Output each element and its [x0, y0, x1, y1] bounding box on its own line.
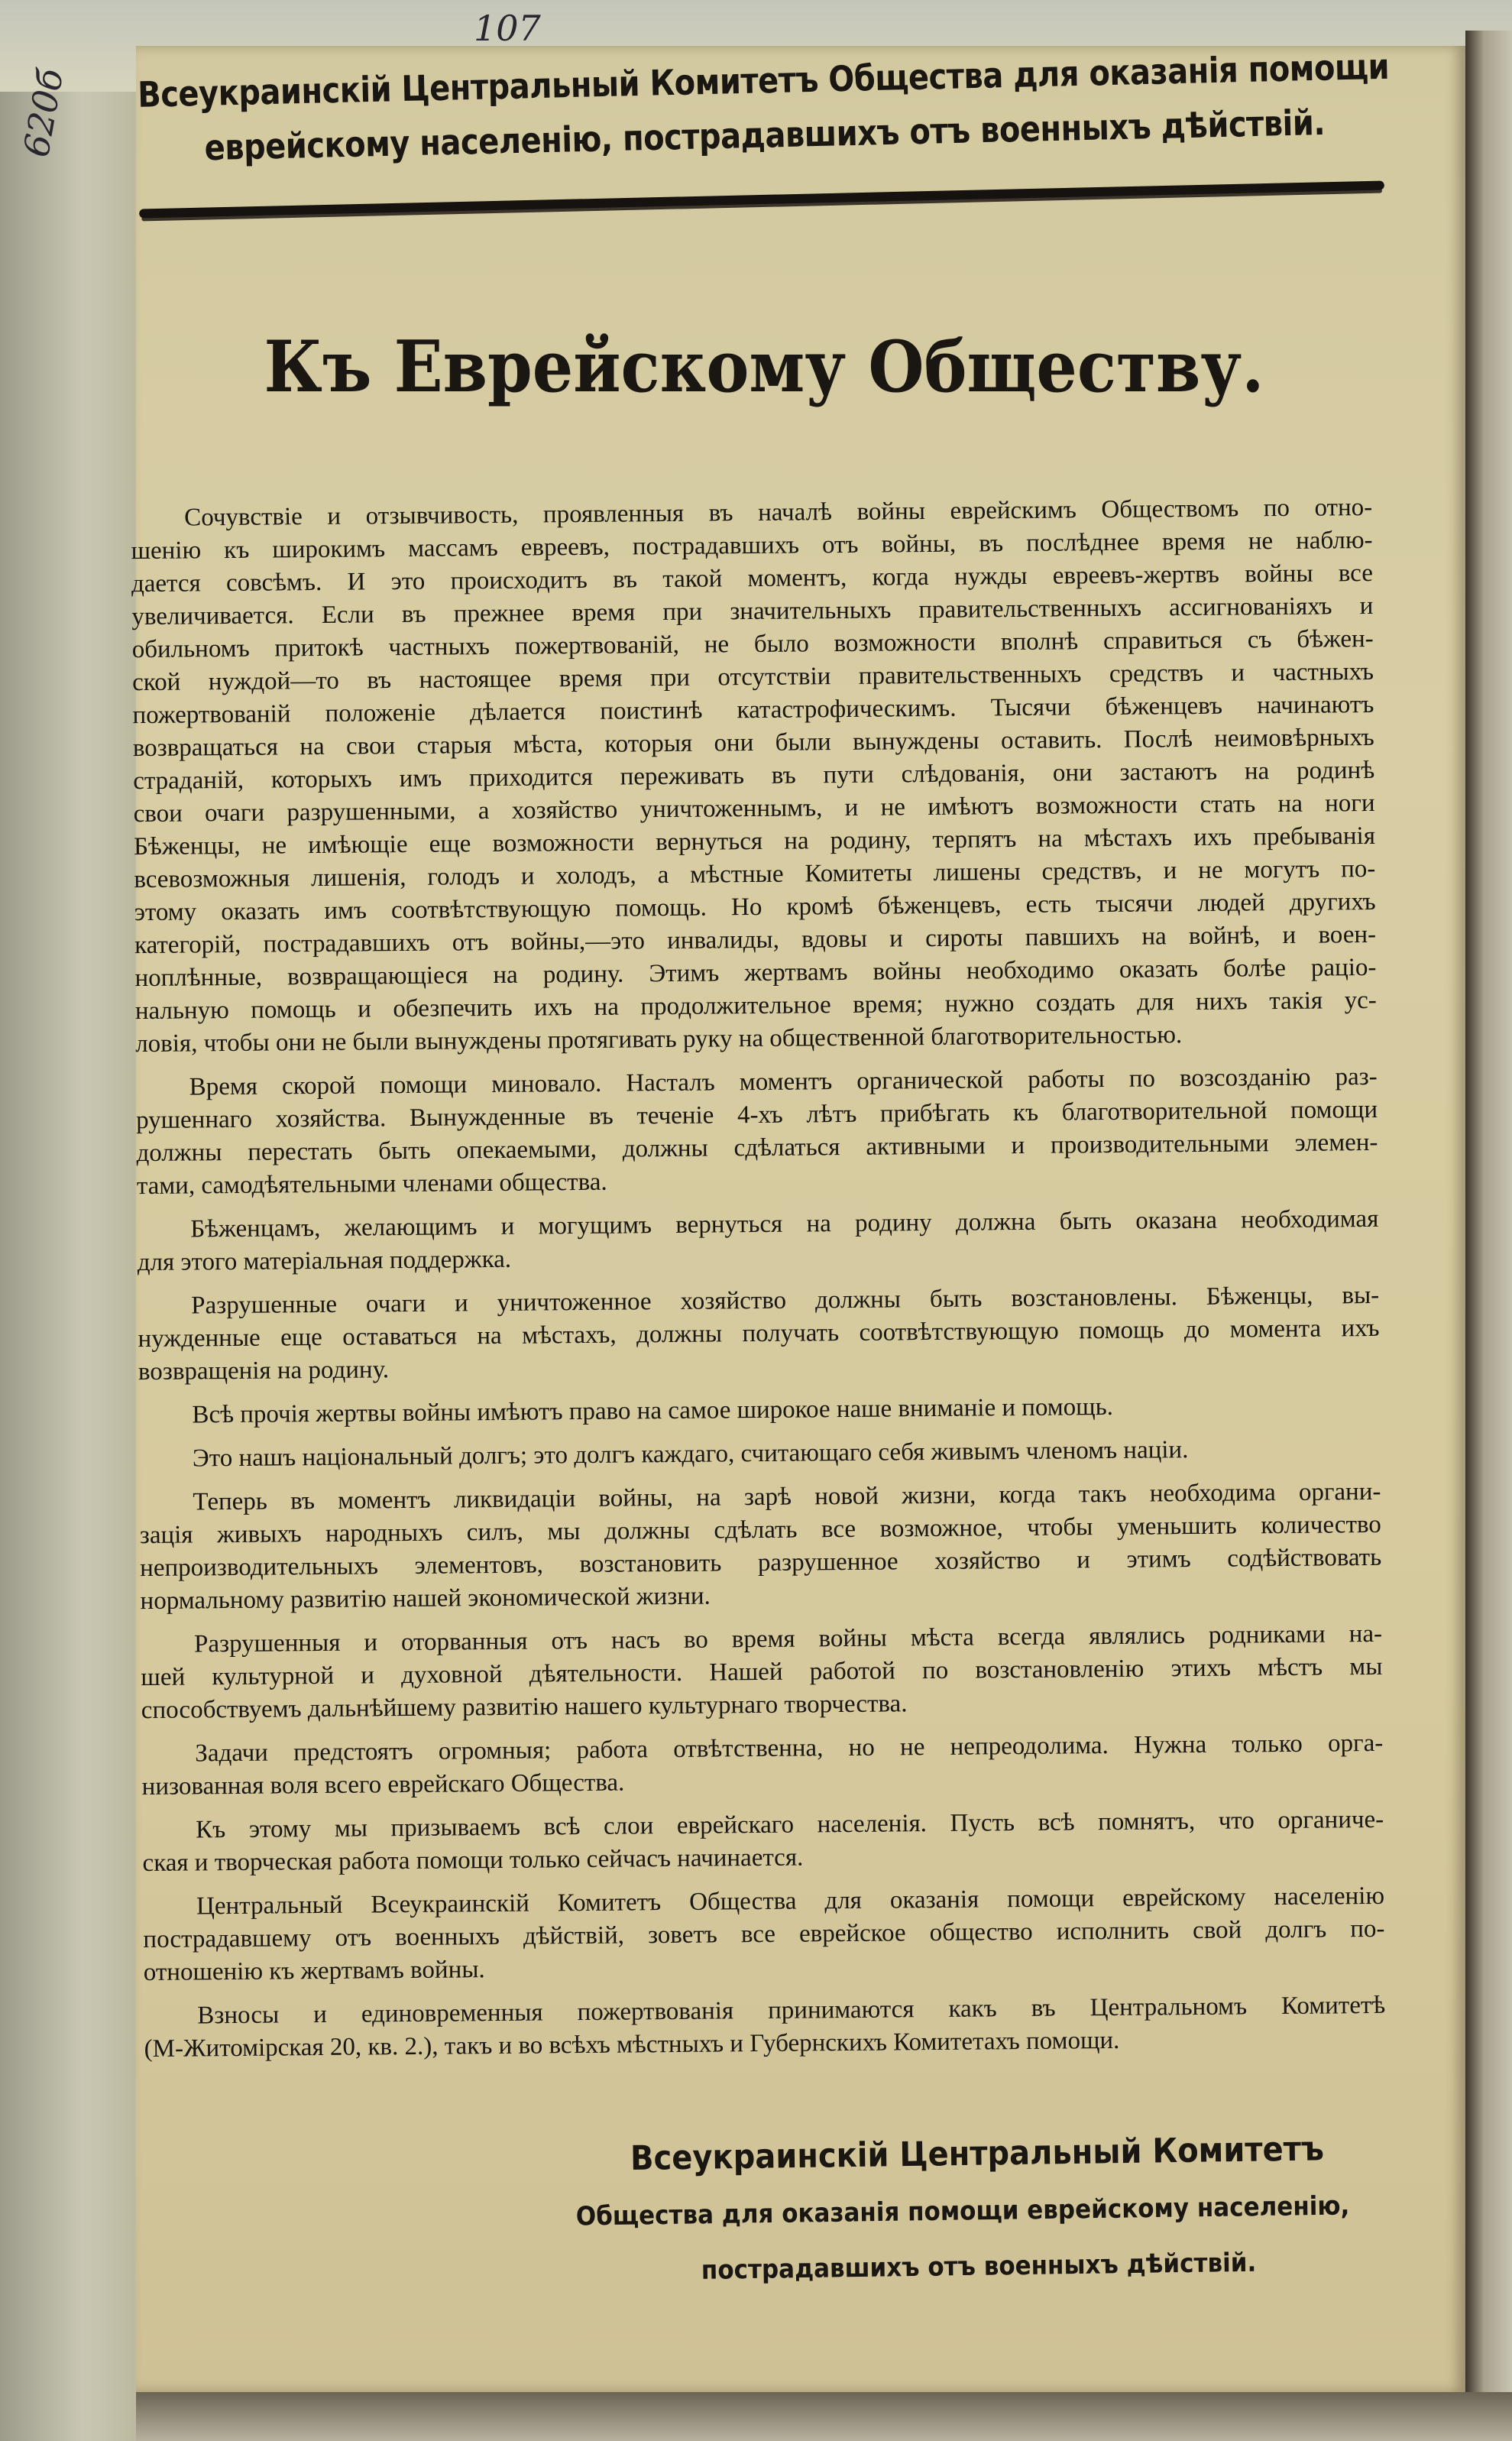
text-line: ской нуждой—то въ настоящее время при отсутствіи правительственныхъ средствъ и частныхъ [131, 657, 1374, 697]
text-line: всевозможныя лишенія, голодъ и холодъ, а мѣстные Комитеты лишены средствъ, и не могутъ по- [134, 854, 1376, 894]
text-line: возвращенія на родину. [138, 1356, 390, 1386]
text-line: ноплѣнные, возвращающіеся на родину. Этимъ жертвамъ войны необходимо оказать болѣе раціо- [134, 953, 1377, 993]
signature-line-1: Всеукраинскій Центральный Комитетъ [630, 2129, 1325, 2179]
document-body [131, 491, 1386, 2076]
text-line: Задачи предстоятъ огромныя; работа отвѣтственна, но не непреодолима. Нужна только орга- [195, 1729, 1384, 1768]
paragraph [139, 1432, 1381, 1476]
text-line: непроизводительныхъ элементовъ, возстановить разрушенное хозяйство и этимъ содѣйствовать [140, 1543, 1382, 1583]
paragraph [139, 1476, 1381, 1618]
text-line: для этого матеріальная поддержка. [137, 1245, 512, 1277]
text-line: Взносы и единовременныя пожертвованія принимаются какъ въ Центральномъ Комитетѣ [197, 1991, 1386, 2030]
text-line: зація живыхъ народныхъ силъ, мы должны сдѣлать все возможное, чтобы уменьшить количество [139, 1510, 1381, 1550]
scan-bottom-edge [136, 2392, 1512, 2441]
paragraph [142, 1804, 1384, 1880]
text-line: ская и творческая работа помощи только сейчасъ начинается. [142, 1843, 804, 1878]
text-line: нальную помощь и обезпечить ихъ на продолжительное время; нужно создать для нихъ такія ус- [134, 986, 1377, 1026]
text-line: этому оказать имъ соотвѣтствующую помощь. Но кромѣ бѣженцевъ, есть тысячи людей другихъ [134, 887, 1376, 927]
document-title: Къ Еврейскому Обществу. [264, 325, 1264, 408]
paragraph [131, 491, 1377, 1061]
text-line: Бѣженцы, не имѣющіе еще возможности вернуться на родину, терпятъ на мѣстахъ ихъ пребыванія [133, 822, 1376, 861]
scan-right-edge [1465, 31, 1512, 2441]
text-line: страданій, которыхъ имъ приходится переживать въ пути слѣдованія, они застаютъ на родинѣ [133, 756, 1375, 796]
text-line: рушеннаго хозяйства. Вынужденные въ теченіе 4-хъ лѣтъ прибѣгать къ благотворительной помощи [135, 1095, 1378, 1135]
text-line: Это нашъ національный долгъ; это долгъ каждаго, считающаго себя живымъ членомъ націи. [192, 1436, 1189, 1473]
signature-line-2: Общества для оказанія помощи еврейскому населенію, [575, 2190, 1350, 2232]
text-line: нормальному развитію нашей экономической жизни. [140, 1582, 711, 1616]
text-line: Сочувствіе и отзывчивость, проявленныя въ началѣ войны еврейскимъ Обществомъ по отно- [184, 493, 1373, 532]
handwritten-folio-number: 620б [15, 65, 72, 160]
text-line: шенію къ широкимъ массамъ евреевъ, пострадавшихъ отъ войны, въ послѣднее время не наблю- [131, 526, 1373, 566]
text-line: низованная воля всего еврейскаго Общества. [141, 1768, 625, 1801]
text-line: способствуемъ дальнѣйшему развитію нашего культурнаго творчества. [141, 1690, 908, 1725]
text-line: Къ этому мы призываемъ всѣ слои еврейскаго населенія. Пусть всѣ помнятъ, что органиче- [196, 1805, 1384, 1844]
text-line: должны перестать быть опекаемыми, должны сдѣлаться активными и производительными элемен- [136, 1128, 1378, 1168]
signature-block [575, 2119, 1361, 2300]
text-line: (М-Житомірская 20, кв. 2.), такъ и во всѣхъ мѣстныхъ и Губернскихъ Комитетахъ помощи. [144, 2026, 1120, 2063]
text-line: обильномъ притокѣ частныхъ пожертвованій, не было возможности вполнѣ справиться съ бѣжен- [131, 624, 1374, 664]
text-line: Теперь въ моментъ ликвидаціи войны, на зарѣ новой жизни, когда такъ необходима органи- [193, 1477, 1381, 1516]
handwritten-page-number: 107 [474, 8, 541, 49]
text-line: Разрушенные очаги и уничтоженное хозяйство должны быть возстановлены. Бѣженцы, вы- [191, 1281, 1380, 1320]
paragraph [141, 1727, 1384, 1804]
text-line: Центральный Всеукраинскій Комитетъ Общества для оказанія помощи еврейскому населенію [196, 1882, 1385, 1921]
text-line: Всѣ прочія жертвы войны имѣютъ право на самое широкое наше вниманіе и помощь. [192, 1392, 1114, 1429]
text-line: шей культурной и духовной дѣятельности. Нашей работой по возстановленію этихъ мѣстъ мы [141, 1652, 1383, 1692]
text-line: ловія, чтобы они не были вынуждены протягивать руку на общественной благотворительностью. [135, 1021, 1183, 1058]
text-line: тами, самодѣятельными членами общества. [136, 1168, 607, 1201]
text-line: свои очаги разрушенными, а хозяйство уничтоженнымъ, и не имѣютъ возможности стать на ноги [133, 789, 1375, 828]
text-line: возвращаться на свои старыя мѣста, которыя они были вынуждены оставить. Послѣ неимовѣрныхъ [132, 723, 1374, 763]
text-line: пострадавшему отъ военныхъ дѣйствій, зоветъ все еврейское общество исполнить свой долгъ по- [143, 1914, 1385, 1954]
letterhead-line-2: еврейскому населенію, пострадавшихъ отъ военныхъ дѣйствій. [204, 102, 1326, 169]
signature-line-3: пострадавшихъ отъ военныхъ дѣйствій. [701, 2247, 1257, 2286]
paragraph [141, 1618, 1383, 1727]
text-line: увеличивается. Если въ прежнее время при значительныхъ правительственныхъ ассигнованіяхъ и [131, 592, 1374, 631]
text-line: нужденные еще оставаться на мѣстахъ, должны получать соотвѣтствующую помощь до момента ихъ [138, 1314, 1380, 1353]
paragraph [137, 1203, 1379, 1279]
paragraph [136, 1061, 1378, 1203]
text-line: пожертвованій положеніе дѣлается поистинѣ катастрофическимъ. Тысячи бѣженцевъ начинаютъ [132, 690, 1374, 730]
scan-margin [0, 0, 138, 2441]
paragraph [138, 1279, 1380, 1389]
paragraph [138, 1389, 1380, 1432]
text-line: Разрушенныя и оторванныя отъ насъ во время войны мѣста всегда являлись родниками на- [193, 1619, 1383, 1658]
paragraph [143, 1880, 1385, 1989]
text-line: Бѣженцамъ, желающимъ и могущимъ вернуться на родину должна быть оказана необходимая [190, 1204, 1379, 1243]
text-line: Время скорой помощи миновало. Насталъ моментъ органической работы по возсозданію раз- [189, 1062, 1378, 1101]
letterhead-line-1: Всеукраинскій Центральный Комитетъ Общества для оказанія помощи [137, 47, 1390, 116]
paragraph [144, 1989, 1386, 2066]
text-line: отношенію къ жертвамъ войны. [143, 1956, 485, 1987]
text-line: дается совсѣмъ. И это происходитъ въ такой моментъ, когда нужды евреевъ-жертвъ войны все [131, 559, 1374, 598]
text-line: категорій, пострадавшихъ отъ войны,—это инвалиды, вдовы и сироты павшихъ на войнѣ, и воен- [134, 920, 1377, 960]
